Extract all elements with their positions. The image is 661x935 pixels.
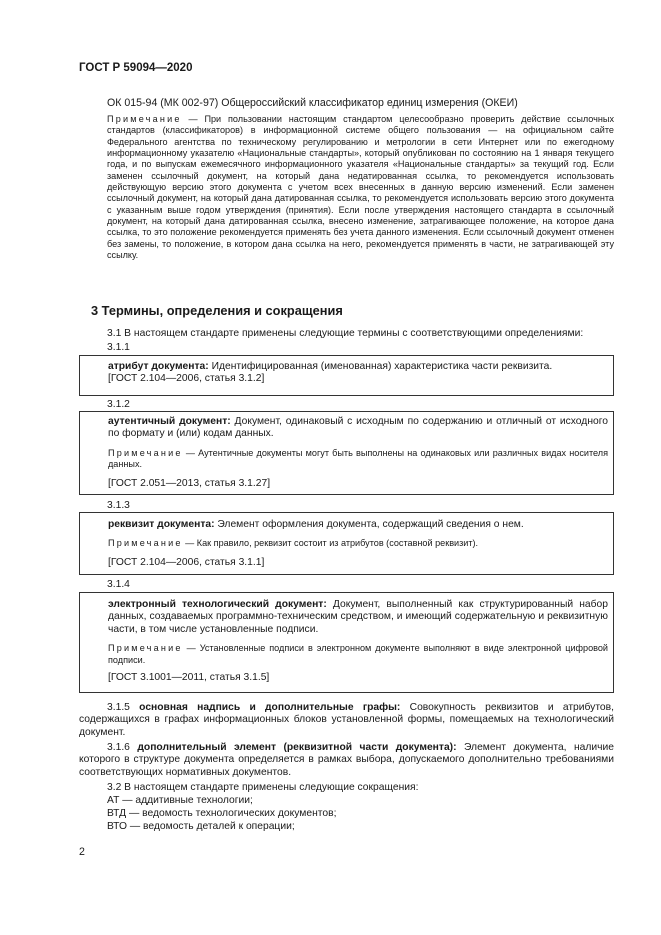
abbreviation-item: АТ — аддитивные технологии; [107, 795, 253, 806]
term-definition: Совокупность реквизитов и атрибутов, содержащихся в графах информационных блоков установленной формы, помещаемых на технологический документ. [79, 702, 614, 738]
terms-intro: 3.1 В настоящем стандарте применены следующие термины с соответствующими определениями: [107, 328, 584, 339]
term-number: 3.1.1 [107, 342, 130, 353]
abbreviation-item: ВТД — ведомость технологических документов; [107, 808, 337, 819]
term-reference: [ГОСТ 2.104—2006, статья 3.1.1] [108, 556, 265, 568]
term-note-label: Примечание [108, 643, 183, 654]
abbreviation-item: ВТО — ведомость деталей к операции; [107, 821, 295, 832]
term-name: реквизит документа: [108, 519, 215, 530]
term-name: основная надпись и дополнительные графы: [139, 702, 401, 713]
term-number: 3.1.4 [107, 579, 130, 590]
term-note-label: Примечание [108, 447, 183, 458]
term-box [79, 512, 614, 575]
term-note: — Аутентичные документы могут быть выполнены на одинаковых или различных видах носителя данных. [108, 447, 608, 470]
term-box [79, 411, 614, 495]
note-label: Примечание [107, 114, 182, 124]
term-definition: Элемент оформления документа, содержащий сведения о нем. [214, 519, 524, 530]
term-number: 3.1.2 [107, 399, 130, 410]
term-reference: [ГОСТ 2.104—2006, статья 3.1.2] [108, 373, 265, 385]
term-number: 3.1.5 [107, 702, 130, 713]
okei-reference: ОК 015-94 (МК 002-97) Общероссийский классификатор единиц измерения (ОКЕИ) [107, 97, 518, 109]
term-name: электронный технологический документ: [108, 599, 327, 610]
term-definition: Идентифицированная (именованная) характеристика части реквизита. [208, 361, 553, 372]
term-number: 3.1.3 [107, 500, 130, 511]
term-3-1-6 [79, 742, 614, 779]
term-reference: [ГОСТ 2.051—2013, статья 3.1.27] [108, 477, 271, 489]
term-note: — Установленные подписи в электронном документе выполняют в виде электронной цифровой подписи. [108, 643, 608, 665]
term-3-1-5 [79, 702, 614, 739]
term-box [79, 355, 614, 396]
term-note-label: Примечание [108, 538, 183, 549]
note-text: — При пользовании настоящим стандартом целесообразно проверить действие ссылочных стандартов (классификаторов) в информационной системе общего пользования — на официальном сайте Федерального агентства по техническому регулированию и метрологии в сети Интернет или по ежегодному информационному указателю «Национальные стандарты», который опубликован по состоянию на 1 января текущего года, и по выпускам ежемесячного информационного указателя «Национальные стандарты» за текущий год. Если заменен ссылочный документ, на который дана недатированная ссылка, то рекомендуется использовать действующую версию этого документа с учетом всех внесенных в данную версию изменений. Если заменен ссылочный документ, на который дана датированная ссылка, то рекомендуется использовать версию этого документа с указанным выше годом утверждения (принятия). Если после утверждения настоящего стандарта в ссылочный документ, на который дана датированная ссылка, внесено изменение, затрагивающее положение, на которое дана ссылка, то это положение рекомендуется применять без учета данного изменения. Если ссылочный документ отменен без замены, то положение, в котором дана ссылка на него, рекомендуется применять в части, не затрагивающей эту ссылку. [107, 114, 614, 261]
term-number: 3.1.6 [107, 742, 130, 753]
term-definition: Документ, выполненный как структурированный набор данных, создаваемых программно-техническим средством, и имеющий содержательную и реквизитную части, в том числе установленные подписи. [108, 599, 609, 635]
term-note: — Как правило, реквизит состоит из атрибутов (составной реквизит). [182, 538, 479, 549]
document-code: ГОСТ Р 59094—2020 [79, 62, 193, 74]
term-name: атрибут документа: [108, 361, 209, 372]
term-name: аутентичный документ: [108, 416, 231, 427]
term-definition: Элемент документа, наличие которого в структуре документа определяется в рамках выбора, допускаемого дополнительно требованиями соответствующих нормативных документов. [79, 742, 614, 778]
term-name: дополнительный элемент (реквизитной части документа): [137, 742, 457, 753]
page-number: 2 [79, 846, 85, 858]
term-box [79, 592, 614, 693]
term-reference: [ГОСТ 3.1001—2011, статья 3.1.5] [108, 672, 270, 684]
abbreviations-intro: 3.2 В настоящем стандарте применены следующие сокращения: [107, 782, 419, 793]
section-title: 3 Термины, определения и сокращения [91, 303, 343, 318]
reference-note [79, 114, 614, 261]
term-definition: Документ, одинаковый с исходным по содержанию и отличный от исходного по формату и (или) кодам данных. [108, 416, 608, 440]
